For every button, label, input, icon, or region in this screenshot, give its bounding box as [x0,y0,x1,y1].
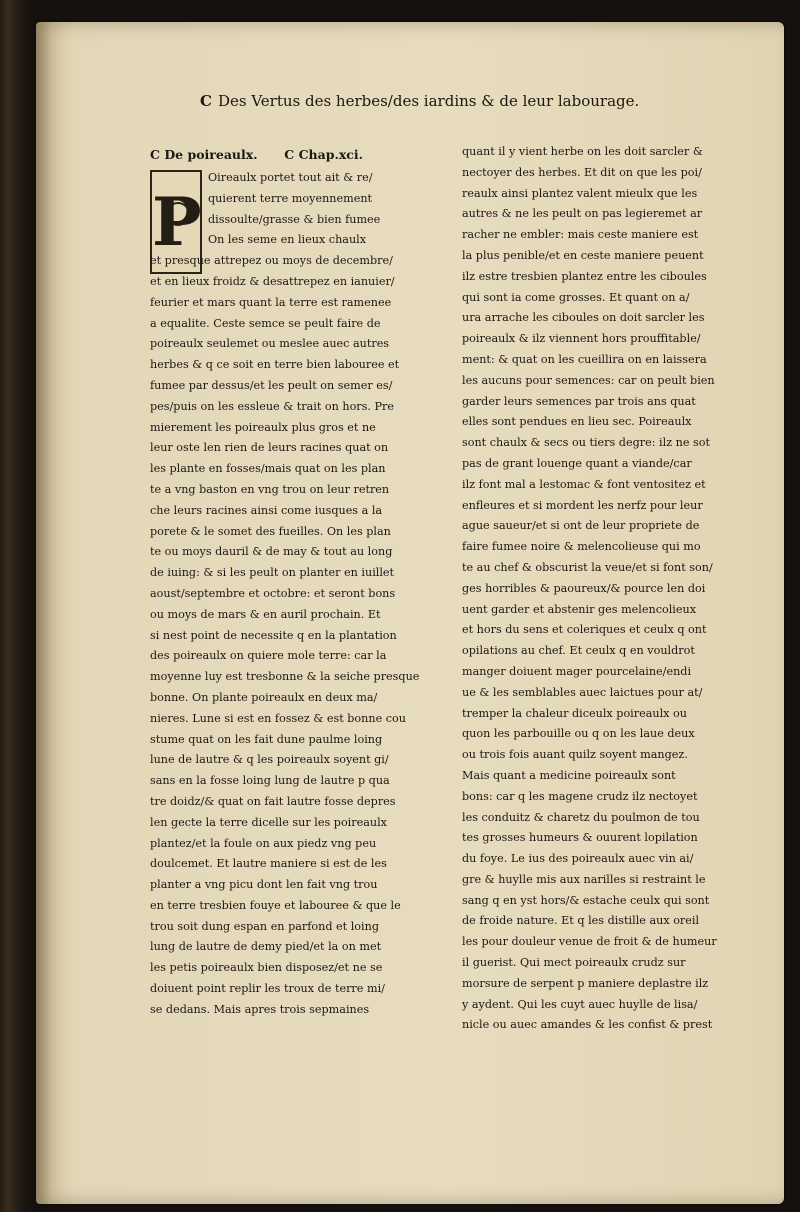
text-line: poireaulx & ilz viennent hors prouffitable/ [462,332,701,346]
text-line: poireaulx seulemet ou meslee auec autres [150,337,390,351]
text-line: nicle ou auec amandes & les confist & prest [462,1018,713,1032]
text-line: ilz font mal a lestomac & font ventositez et [462,477,706,491]
text-line: plantez/et la foule on aux piedz vng peu [150,836,377,850]
text-line: On les seme en lieux chaulx [208,233,367,247]
text-line: aoust/septembre et octobre: et seront bons [150,586,396,600]
text-line: trou soit dung espan en parfond et loing [150,919,379,933]
text-line: te ou moys dauril & de may & tout au long [150,545,393,559]
left-column-text [150,168,450,1021]
text-line: sont chaulx & secs ou tiers degre: ilz ne sot [462,436,710,450]
text-line: les plante en fosses/mais quat on les plan [150,462,386,476]
text-line: ges horribles & paoureux/& pource len doi [462,581,706,595]
text-line: dissoulte/grasse & bien fumee [208,212,381,226]
text-line: sans en la fosse loing lung de lautre p qua [150,774,390,788]
text-line: opilations au chef. Et ceulx q en vouldrot [462,644,695,658]
text-line: reaulx ainsi plantez valent mieulx que les [462,186,698,200]
text-line: et en lieux froidz & desattrepez en ianuier/ [150,274,395,288]
text-line: ou trois fois auant quilz soyent mangez. [462,748,688,762]
chapter-title-mark: C [150,147,160,162]
text-line: la plus penible/et en ceste maniere peuent [462,248,704,262]
text-line: te a vng baston en vng trou on leur retren [150,482,390,496]
text-line: len gecte la terre dicelle sur les poireaulx [150,815,387,829]
text-line: planter a vng picu dont len fait vng trou [150,878,378,892]
text-line: lune de lautre & q les poireaulx soyent gi/ [150,753,389,767]
text-line: les aucuns pour semences: car on peult bien [462,373,715,387]
text-line: tre doidz/& quat on fait lautre fosse depres [150,794,396,808]
text-line: enfleures et si mordent les nerfz pour leur [462,498,703,512]
text-line: doiuent point replir les troux de terre mi/ [150,982,385,996]
text-line: porete & le somet des fueilles. On les plan [150,524,391,538]
text-line: racher ne embler: mais ceste maniere est [462,228,699,242]
text-line: ou moys de mars & en auril prochain. Et [150,607,381,621]
text-line: manger doiuent mager pourcelaine/endi [462,664,692,678]
text-line: lung de lautre de demy pied/et la on met [150,940,382,954]
chapter-title: De poireaulx. [164,147,258,162]
text-line: ment: & quat on les cueillira on en laissera [462,352,707,366]
text-line: les conduitz & charetz du poulmon de tou [462,810,700,824]
text-line: des poireaulx on quiere mole terre: car la [150,649,387,663]
text-line: morsure de serpent p maniere deplastre ilz [462,976,709,990]
text-line: ague saueur/et si ont de leur propriete de [462,519,700,533]
text-line: garder leurs semences par trois ans quat [462,394,696,408]
text-line: stume quat on les fait dune paulme loing [150,732,383,746]
running-head-text: Des Vertus des herbes/des iardins & de leur labourage. [217,92,640,110]
text-line: bons: car q les magene crudz ilz nectoyet [462,789,698,803]
text-line: ue & les semblables auec laictues pour at/ [462,685,703,699]
left-column [150,142,450,1192]
text-line: a equalite. Ceste semce se peult faire de [150,316,381,330]
text-line: de iuing: & si les peult on planter en iuillet [150,566,395,580]
initial-letter: P [152,183,202,261]
text-line: pes/puis on les essleue & trait on hors. Pre [150,399,395,413]
right-column [462,142,762,1192]
text-line: qui sont ia come grosses. Et quant on a/ [462,290,690,304]
text-line: herbes & q ce soit en terre bien labouree et [150,358,400,372]
text-line: de froide nature. Et q les distille aux oreil [462,914,700,928]
text-line: quierent terre moyennement [208,191,373,205]
text-line: uent garder et abstenir ges melencolieux [462,602,697,616]
text-line: mierement les poireaulx plus gros et ne [150,420,376,434]
text-line: bonne. On plante poireaulx en deux ma/ [150,690,378,704]
text-line: nectoyer des herbes. Et dit on que les poi/ [462,165,702,179]
text-line: tremper la chaleur diceulx poireaulx ou [462,706,687,720]
text-line: il guerist. Qui mect poireaulx crudz sur [462,956,686,970]
running-head [200,86,720,116]
text-line: che leurs racines ainsi come iusques a la [150,503,383,517]
text-line: sang q en yst hors/& estache ceulx qui sont [462,893,710,907]
text-line: autres & ne les peult on pas legieremet ar [462,207,703,221]
chapter-number: Chap.xci. [298,147,363,162]
text-line: tes grosses humeurs & ouurent lopilation [462,831,698,845]
text-line: Oireaulx portet tout ait & re/ [208,171,373,184]
text-line: y aydent. Qui les cuyt auec huylle de lisa/ [462,997,698,1011]
text-line: Mais quant a medicine poireaulx sont [462,768,676,782]
text-line: gre & huylle mis aux narilles si restraint le [462,872,706,886]
text-line: les petis poireaulx bien disposez/et ne se [150,961,383,975]
text-line: et presque attrepez ou moys de decembre/ [150,254,393,268]
text-line: quon les parbouille ou q on les laue deux [462,727,695,741]
text-line: nieres. Lune si est en fossez & est bonne cou [150,711,406,725]
text-line: se dedans. Mais apres trois sepmaines [150,1002,370,1016]
text-line: quant il y vient herbe on les doit sarcler & [462,145,703,158]
chapter-heading [150,142,450,168]
text-line: et hors du sens et coleriques et ceulx q ont [462,623,707,637]
text-line: ura arrache les ciboules on doit sarcler les [462,311,705,325]
text-line: leur oste len rien de leurs racines quat on [150,441,389,455]
text-line: elles sont pendues en lieu sec. Poireaulx [462,415,692,429]
chapter-number-mark: C [284,147,295,162]
text-line: en terre tresbien fouye et labouree & que le [150,898,401,912]
text-line: les pour douleur venue de froit & de humeur [462,935,717,949]
text-line: te au chef & obscurist la veue/et si font son/ [462,560,713,574]
text-line: feurier et mars quant la terre est ramenee [150,295,392,309]
text-line: ilz estre tresbien plantez entre les ciboules [462,269,707,283]
text-line: du foye. Le ius des poireaulx auec vin ai/ [462,852,694,866]
book-page [36,22,784,1204]
text-line: si nest point de necessite q en la plantation [150,628,397,642]
text-line: pas de grant louenge quant a viande/car [462,456,692,470]
paragraph-mark: C [200,92,212,110]
text-line: fumee par dessus/et les peult on semer es/ [150,378,393,392]
text-line: faire fumee noire & melencolieuse qui mo [462,540,701,554]
text-line: doulcemet. Et lautre maniere si est de les [150,857,387,871]
text-line: moyenne luy est tresbonne & la seiche presque [150,670,420,684]
